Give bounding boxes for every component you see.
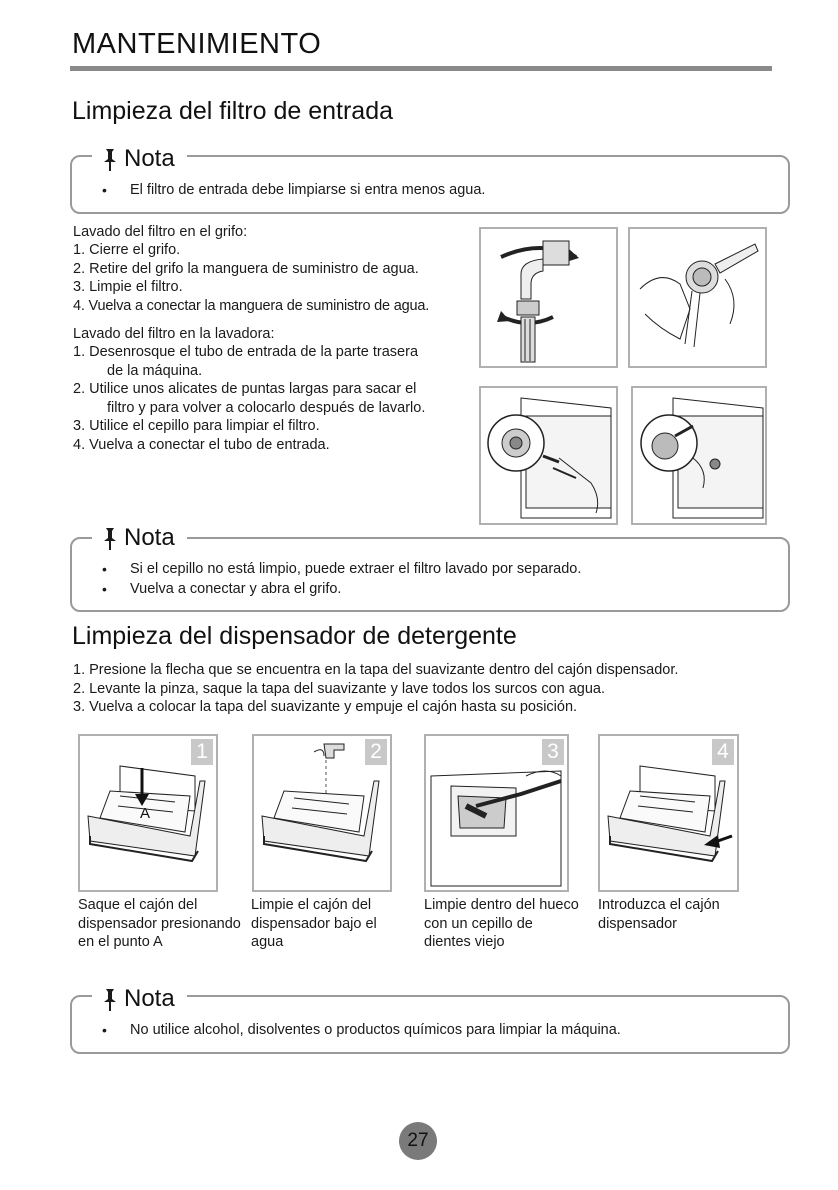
figure-step-1 <box>78 734 218 892</box>
step-number: 2 <box>365 739 387 765</box>
step-number: 3 <box>542 739 564 765</box>
note-label: Nota <box>124 145 175 172</box>
washer-step-line: de la máquina. <box>107 362 203 379</box>
section-title-inlet-filter: Limpieza del filtro de entrada <box>72 97 394 125</box>
figure-caption: Saque el cajón del dispensador presionando en el punto A <box>78 897 241 950</box>
figure-caption: Limpie dentro del hueco con un cepillo de dientes viejo <box>424 897 579 950</box>
pliers-filter-illustration <box>481 388 616 523</box>
tap-step: 2. Retire del grifo la manguera de suministro de agua. <box>73 260 419 277</box>
tap-instructions <box>73 223 473 315</box>
note-item: • El filtro de entrada debe limpiarse si entra menos agua. <box>72 180 788 200</box>
section-title-dispenser: Limpieza del dispensador de detergente <box>72 622 517 650</box>
washer-step-line: filtro y para volver a colocarlo después de lavarlo. <box>107 399 426 416</box>
tap-step: 4. Vuelva a conectar la manguera de suministro de agua. <box>73 297 430 314</box>
note-header <box>92 140 187 172</box>
figure-step-3 <box>424 734 569 892</box>
figure-brush-filter <box>628 227 767 368</box>
step-number: 4 <box>712 739 734 765</box>
title-divider <box>70 66 772 71</box>
figure-caption: Limpie el cajón del dispensador bajo el agua <box>251 897 377 950</box>
dispenser-step: 1. Presione la flecha que se encuentra en la tapa del suavizante dentro del cajón dispensador. <box>73 662 679 678</box>
washer-step: 3. Utilice el cepillo para limpiar el filtro. <box>73 418 320 434</box>
figure-tap-unscrew <box>479 227 618 368</box>
note-header <box>92 980 187 1012</box>
note-item: • No utilice alcohol, disolventes o productos químicos para limpiar la máquina. <box>72 1020 788 1040</box>
dispenser-step: 2. Levante la pinza, saque la tapa del suavizante y lave todos los surcos con agua. <box>73 680 606 697</box>
note-item: • Vuelva a conectar y abra el grifo. <box>72 579 788 599</box>
step-number: 1 <box>191 739 213 765</box>
washer-step <box>73 380 473 417</box>
washer-instructions <box>73 325 473 454</box>
pushpin-icon <box>100 527 120 551</box>
pushpin-icon <box>100 148 120 172</box>
dispenser-steps <box>73 661 773 717</box>
brush-filter-illustration <box>630 229 765 366</box>
figure-remove-filter <box>479 386 618 525</box>
figure-step-4 <box>598 734 739 892</box>
dispenser-step: 3. Vuelva a colocar la tapa del suavizante y empuje el cajón hasta su posición. <box>73 699 578 715</box>
figure-clean-filter <box>631 386 767 525</box>
note-item: • Si el cepillo no está limpio, puede extraer el filtro lavado por separado. <box>72 559 788 579</box>
brush-filter-washer-illustration <box>633 388 765 523</box>
washer-step: 4. Vuelva a conectar el tubo de entrada. <box>73 436 330 453</box>
note-header <box>92 519 187 551</box>
page-number: 27 <box>399 1122 437 1160</box>
washer-step-line: 1. Desenrosque el tubo de entrada de la parte trasera <box>73 344 419 360</box>
pushpin-icon <box>100 988 120 1012</box>
page-title: MANTENIMIENTO <box>72 28 322 60</box>
note-label: Nota <box>124 985 175 1012</box>
washer-step-line: 2. Utilice unos alicates de puntas largas para sacar el <box>73 381 417 397</box>
washer-step <box>73 343 473 380</box>
figure-step-2 <box>252 734 392 892</box>
tap-step: 3. Limpie el filtro. <box>73 279 183 295</box>
washer-heading: Lavado del filtro en la lavadora: <box>73 326 275 342</box>
tap-heading: Lavado del filtro en el grifo: <box>73 224 248 240</box>
point-a-label: A <box>140 805 151 822</box>
tap-step: 1. Cierre el grifo. <box>73 242 181 258</box>
figure-caption: Introduzca el cajón dispensador <box>598 897 720 932</box>
note-label: Nota <box>124 524 175 551</box>
tap-hose-illustration <box>481 229 616 366</box>
